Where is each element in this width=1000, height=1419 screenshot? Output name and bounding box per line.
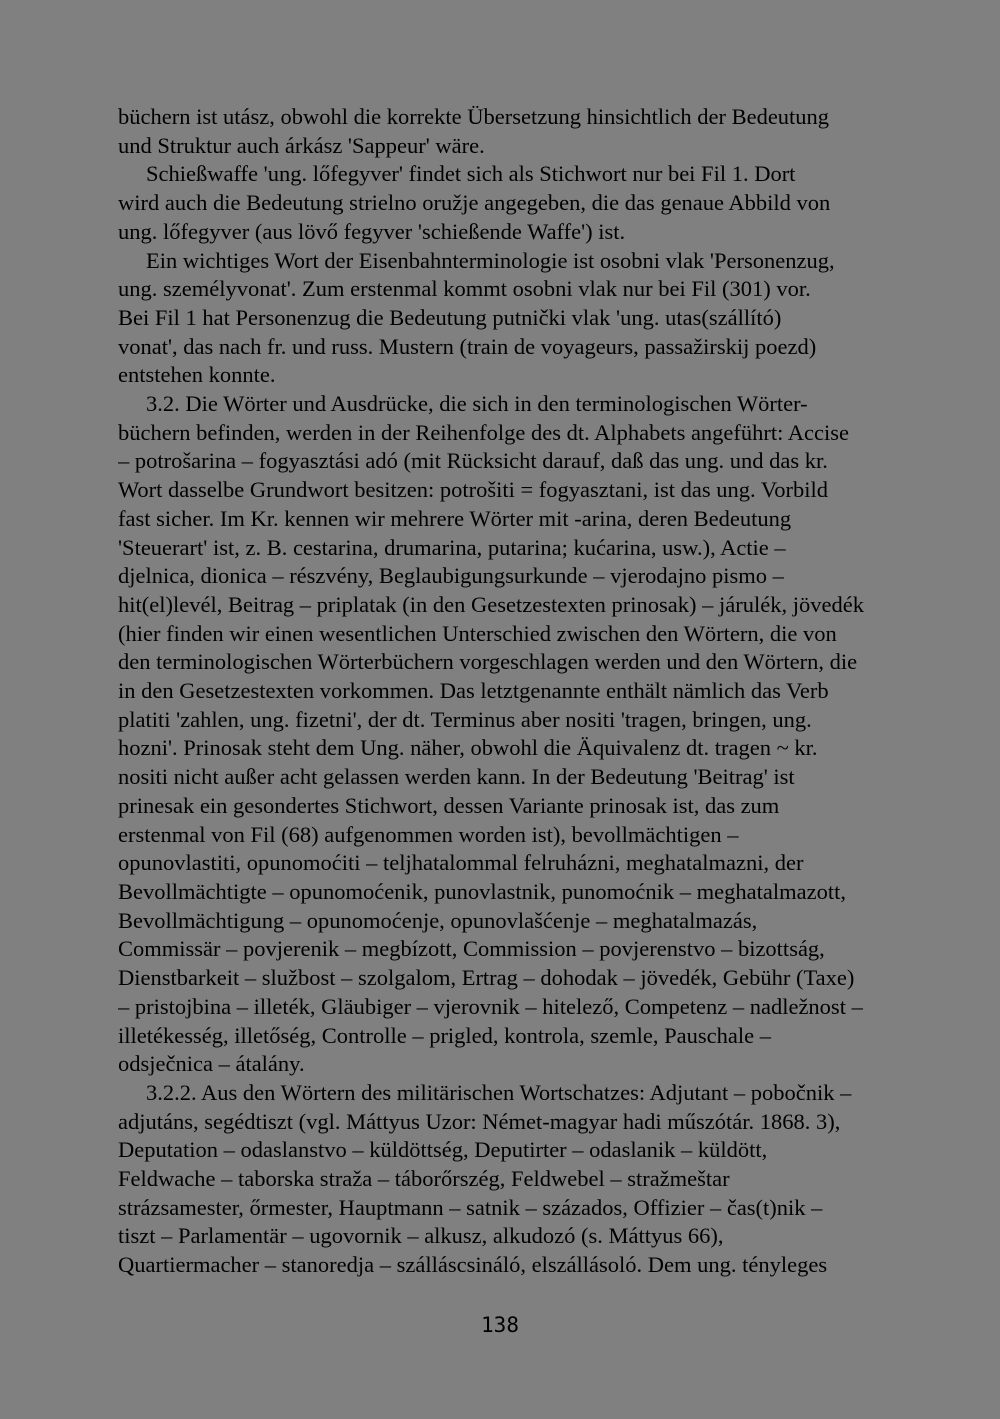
text-line: tiszt – Parlamentär – ugovornik – alkusz, alkudozó (s. Máttyus 66),: [118, 1223, 724, 1249]
body-text: [118, 103, 904, 1280]
text-line: Bevollmächtigung – opunomoćenje, opunovlašćenje – meghatalmazás,: [118, 907, 758, 933]
text-line: Ein wichtiges Wort der Eisenbahnterminologie ist osobni vlak 'Personenzug,: [146, 247, 835, 273]
text-line: nositi nicht außer acht gelassen werden kann. In der Bedeutung 'Beitrag' ist: [118, 764, 795, 790]
text-line: ung. lőfegyver (aus lövő fegyver 'schießende Waffe') ist.: [118, 218, 626, 244]
text-line: in den Gesetzestexten vorkommen. Das letztgenannte enthält nämlich das Verb: [118, 678, 829, 704]
text-line: Dienstbarkeit – službost – szolgalom, Ertrag – dohodak – jövedék, Gebühr (Taxe): [118, 965, 855, 991]
text-line: illetékesség, illetőség, Controlle – prigled, kontrola, szemle, Pauschale –: [118, 1022, 771, 1048]
text-line: 3.2.2. Aus den Wörtern des militärischen Wortschatzes: Adjutant – pobočnik –: [146, 1079, 852, 1105]
text-line: wird auch die Bedeutung strielno oružje angegeben, die das genaue Abbild von: [118, 190, 831, 216]
text-line: Deputation – odaslanstvo – küldöttség, Deputirter – odaslanik – küldött,: [118, 1137, 768, 1163]
text-line: Feldwache – taborska straža – táborőrszég, Feldwebel – stražmeštar: [118, 1166, 730, 1192]
text-line: und Struktur auch árkász 'Sappeur' wäre.: [118, 132, 485, 158]
text-line: Schießwaffe 'ung. lőfegyver' findet sich als Stichwort nur bei Fil 1. Dort: [146, 161, 796, 187]
text-line: erstenmal von Fil (68) aufgenommen worden ist), bevollmächtigen –: [118, 821, 739, 847]
text-line: – pristojbina – illeték, Gläubiger – vjerovnik – hitelező, Competenz – nadležnost –: [118, 993, 863, 1019]
text-line: – potrošarina – fogyasztási adó (mit Rücksicht darauf, daß das ung. und das kr.: [118, 448, 828, 474]
text-line: Bei Fil 1 hat Personenzug die Bedeutung putnički vlak 'ung. utas(szállító): [118, 304, 782, 330]
text-line: Bevollmächtigte – opunomoćenik, punovlastnik, punomoćnik – meghatalmazott,: [118, 878, 846, 904]
text-line: hit(el)levél, Beitrag – priplatak (in den Gesetzestexten prinosak) – járulék, jövedék: [118, 591, 864, 617]
text-line: opunovlastiti, opunomoćiti – teljhatalommal felruházni, meghatalmazni, der: [118, 850, 804, 876]
text-line: platiti 'zahlen, ung. fizetni', der dt. Terminus aber nositi 'tragen, bringen, ung.: [118, 706, 812, 732]
text-line: (hier finden wir einen wesentlichen Unterschied zwischen den Wörtern, die von: [118, 620, 837, 646]
text-line: 'Steuerart' ist, z. B. cestarina, drumarina, putarina; kućarina, usw.), Actie –: [118, 534, 786, 560]
text-line: den terminologischen Wörterbüchern vorgeschlagen werden und den Wörtern, die: [118, 649, 858, 675]
text-line: entstehen konnte.: [118, 362, 276, 388]
text-line: Quartiermacher – stanoredja – szálláscsináló, elszállásoló. Dem ung. tényleges: [118, 1252, 828, 1278]
text-line: djelnica, dionica – részvény, Beglaubigungsurkunde – vjerodajno pismo –: [118, 563, 784, 589]
text-line: Commissär – povjerenik – megbízott, Commission – povjerenstvo – bizottság,: [118, 936, 825, 962]
text-line: 3.2. Die Wörter und Ausdrücke, die sich in den terminologischen Wörter-: [146, 391, 808, 417]
text-line: hozni'. Prinosak steht dem Ung. näher, obwohl die Äquivalenz dt. tragen ~ kr.: [118, 735, 818, 761]
text-line: adjutáns, segédtiszt (vgl. Máttyus Uzor: Német-magyar hadi műszótár. 1868. 3),: [118, 1108, 841, 1134]
text-line: büchern befinden, werden in der Reihenfolge des dt. Alphabets angeführt: Accise: [118, 419, 850, 445]
text-line: strázsamester, őrmester, Hauptmann – satnik – százados, Offizier – čas(t)nik –: [118, 1194, 823, 1220]
text-line: büchern ist utász, obwohl die korrekte Übersetzung hinsichtlich der Bedeutung: [118, 104, 830, 129]
text-line: Wort dasselbe Grundwort besitzen: potrošiti = fogyasztani, ist das ung. Vorbild: [118, 477, 828, 503]
text-line: ung. személyvonat'. Zum erstenmal kommt osobni vlak nur bei Fil (301) vor.: [118, 276, 811, 302]
text-line: prinesak ein gesondertes Stichwort, dessen Variante prinosak ist, das zum: [118, 792, 780, 818]
text-line: vonat', das nach fr. und russ. Mustern (train de voyageurs, passažirskij poezd): [118, 333, 817, 359]
text-line: fast sicher. Im Kr. kennen wir mehrere Wörter mit -arina, deren Bedeutung: [118, 505, 792, 531]
text-line: odsječnica – átalány.: [118, 1051, 305, 1077]
page-number: 138: [481, 1313, 519, 1337]
